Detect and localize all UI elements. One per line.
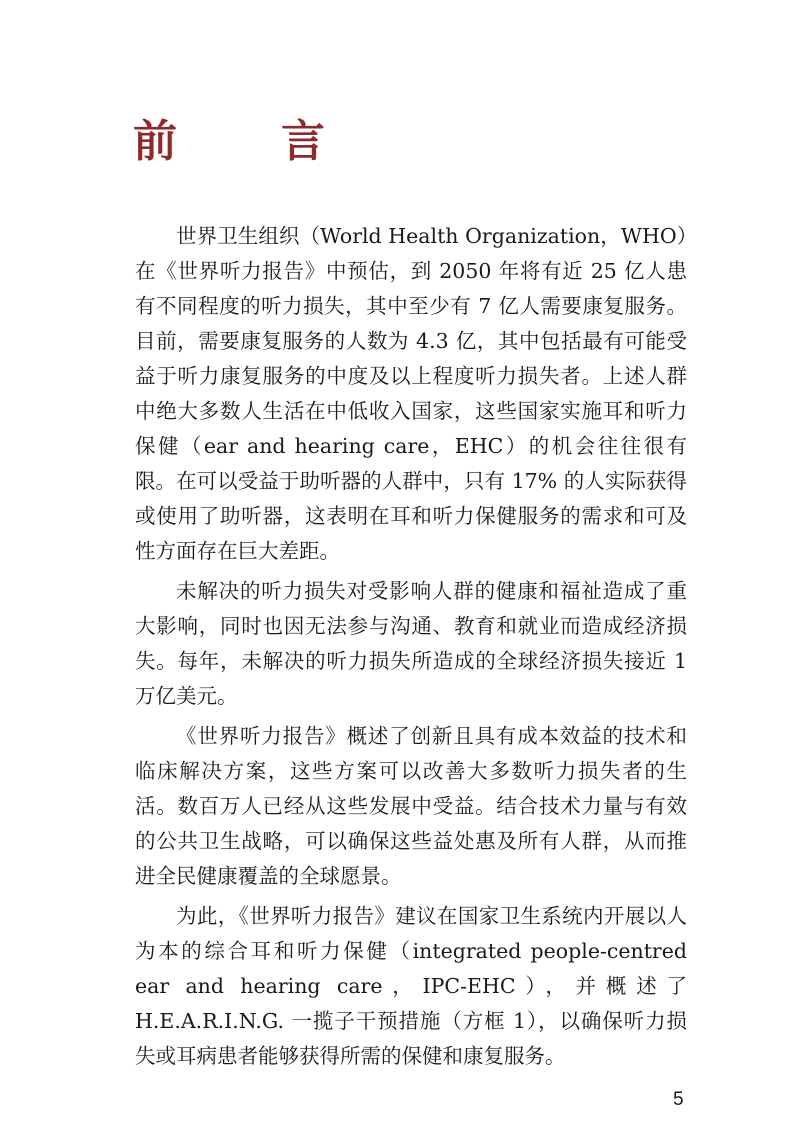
paragraph-1: 世界卫生组织（World Health Organization，WHO）在《世界听力报告》中预估，到 2050 年将有近 25 亿人患有不同程度的听力损失，其中至少有 7 亿人需要康复服务。目前，需要康复服务的人数为 4.3 亿，其中包括最有可能受益于听力康复服务的中度及以上程度听力损失者。上述人群中绝大多数人生活在中低收入国家，这些国家实施耳和听力保健（ear and hearing care，EHC）的机会往往很有限。在可以受益于助听器的人群中，只有 17% 的人实际获得或使用了助听器，这表明在耳和听力保健服务的需求和可及性方面存在巨大差距。 bbox=[135, 224, 687, 563]
page-title: 前 言 bbox=[133, 116, 355, 167]
body-text bbox=[135, 219, 687, 1074]
paragraph-4: 为此，《世界听力报告》建议在国家卫生系统内开展以人为本的综合耳和听力保健（integrated people-centred ear and hearing care，IPC-EHC），并概述了 H.E.A.R.I.N.G. 一揽子干预措施（方框 1），以确保听力损失或耳病患者能够获得所需的保健和康复服务。 bbox=[135, 904, 687, 1068]
page-number: 5 bbox=[673, 1089, 684, 1110]
paragraph-2: 未解决的听力损失对受影响人群的健康和福祉造成了重大影响，同时也因无法参与沟通、教育和就业而造成经济损失。每年，未解决的听力损失所造成的全球经济损失接近 1 万亿美元。 bbox=[135, 579, 687, 708]
paragraph-3: 《世界听力报告》概述了创新且具有成本效益的技术和临床解决方案，这些方案可以改善大多数听力损失者的生活。数百万人已经从这些发展中受益。结合技术力量与有效的公共卫生战略，可以确保这些益处惠及所有人群，从而推进全民健康覆盖的全球愿景。 bbox=[135, 724, 687, 888]
